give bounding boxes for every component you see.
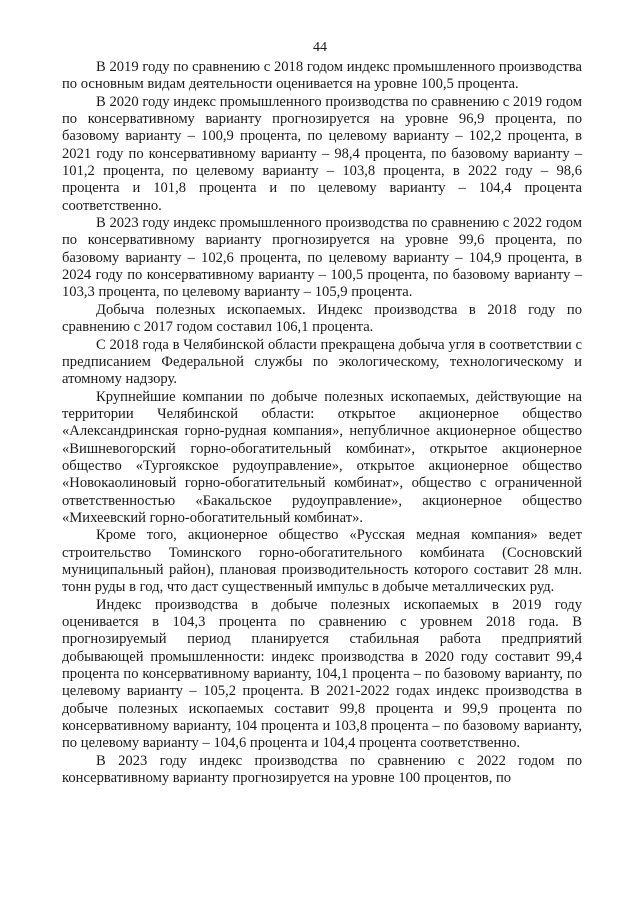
paragraph-industrial-forecast-2023-2024: В 2023 году индекс промышленного производства по сравнению с 2022 годом по консервативному варианту прогнозируется на уровне 99,6 процента, по базовому варианту – 102,6 процента, по целевому варианту – 104,9 процента, в 2024 году по консервативному варианту – 100,5 процента, по базовому варианту – 103,3 процента, по целевому варианту – 105,9 процента. (62, 215, 582, 301)
paragraph-industrial-forecast-2020-2022: В 2020 году индекс промышленного производства по сравнению с 2019 годом по консервативному варианту прогнозируется на уровне 96,9 процента, по базовому варианту – 100,9 процента, по целевому варианту – 102,2 процента, в 2021 году по консервативному варианту – 98,4 процента, по базовому варианту – 101,2 процента, по целевому варианту – 103,8 процента, в 2022 году – 98,6 процента и 101,8 процента и по целевому варианту – 104,4 процента соответственно. (62, 93, 582, 214)
paragraph-mining-forecast-2023: В 2023 году индекс производства по сравнению с 2022 годом по консервативному варианту прогнозируется на уровне 100 процентов, по (62, 752, 582, 787)
paragraph-russian-copper-company: Кроме того, акционерное общество «Русская медная компания» ведет строительство Томинского горно-обогатительного комбината (Сосновский муниципальный район), плановая производительность которого составит 28 млн. тонн руды в год, что даст существенный импульс в добыче металлических руд. (62, 527, 582, 596)
paragraph-mining-2018: Добыча полезных ископаемых. Индекс производства в 2018 году по сравнению с 2017 годом составил 106,1 процента. (62, 301, 582, 336)
body-text (62, 59, 582, 787)
paragraph-coal-mining-stopped: С 2018 года в Челябинской области прекращена добыча угля в соответствии с предписанием Федеральной службы по экологическому, технологическому и атомному надзору. (62, 336, 582, 388)
paragraph-mining-forecast-2019-2022: Индекс производства в добыче полезных ископаемых в 2019 году оценивается в 104,3 процента по сравнению с уровнем 2018 года. В прогнозируемый период планируется стабильная работа предприятий добывающей промышленности: индекс производства в 2020 году составит 99,4 процента по консервативному варианту, 104,1 процента – по базовому варианту, по целевому варианту – 105,2 процента. В 2021-2022 годах индекс производства в добыче полезных ископаемых составит 99,8 процента и 99,9 процента по консервативному варианту, 104 процента и 103,8 процента – по базовому варианту, по целевому варианту – 104,6 процента и 104,4 процента соответственно. (62, 596, 582, 752)
paragraph-largest-mining-companies: Крупнейшие компании по добыче полезных ископаемых, действующие на территории Челябинской области: открытое акционерное общество «Александринская горно-рудная компания», непубличное акционерное общество «Вишневогорский горно-обогатительный комбинат», открытое акционерное общество «Тургоякское рудоуправление», открытое акционерное общество «Новокаолиновый горно-обогатительный комбинат», общество с ограниченной ответственностью «Бакальское рудоуправление», акционерное общество «Михеевский горно-обогатительный комбинат». (62, 388, 582, 526)
paragraph-industrial-index-2019: В 2019 году по сравнению с 2018 годом индекс промышленного производства по основным видам деятельности оценивается на уровне 100,5 процента. (62, 59, 582, 93)
page-number: 44 (313, 40, 327, 55)
